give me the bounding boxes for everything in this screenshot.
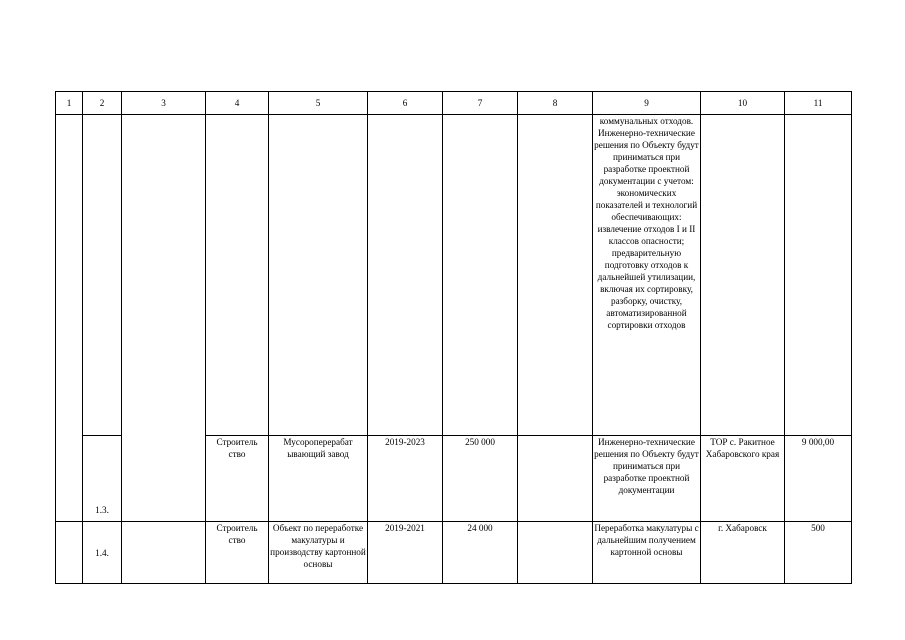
period: 2019-2021 xyxy=(368,522,443,584)
row-number: 1.4. xyxy=(83,522,122,584)
cell-col6 xyxy=(368,115,443,436)
header-cell-6: 6 xyxy=(368,92,443,115)
cell-col7 xyxy=(443,115,518,436)
table-row-1-4 xyxy=(56,522,852,584)
cell-col8 xyxy=(518,115,593,436)
cell-col8 xyxy=(518,522,593,584)
cell-col1-group xyxy=(56,115,83,522)
header-cell-8: 8 xyxy=(518,92,593,115)
header-cell-11: 11 xyxy=(785,92,852,115)
cell-col3 xyxy=(122,522,206,584)
header-cell-10: 10 xyxy=(701,92,785,115)
work-type: Строитель ство xyxy=(206,522,269,584)
object-name: Мусороперерабат ывающий завод xyxy=(269,436,368,522)
investment: 24 000 xyxy=(443,522,518,584)
header-cell-9: 9 xyxy=(593,92,701,115)
row-number: 1.3. xyxy=(83,436,122,522)
cell-col1 xyxy=(56,522,83,584)
table-row-continuation xyxy=(56,115,852,436)
header-cell-3: 3 xyxy=(122,92,206,115)
cell-col10 xyxy=(701,115,785,436)
cell-col8 xyxy=(518,436,593,522)
description: Переработка макулатуры с дальнейшим получением картонной основы xyxy=(593,522,701,584)
header-cell-2: 2 xyxy=(83,92,122,115)
header-row xyxy=(56,92,852,115)
location: ТОР с. Ракитное Хабаровского края xyxy=(701,436,785,522)
cell-col11 xyxy=(785,115,852,436)
document-table xyxy=(55,91,852,584)
value-col11: 9 000,00 xyxy=(785,436,852,522)
investment: 250 000 xyxy=(443,436,518,522)
header-cell-4: 4 xyxy=(206,92,269,115)
cell-col3-group xyxy=(122,115,206,522)
period: 2019-2023 xyxy=(368,436,443,522)
object-name: Объект по переработке макулатуры и производству картонной основы xyxy=(269,522,368,584)
header-cell-5: 5 xyxy=(269,92,368,115)
description-continued: коммунальных отходов. Инженерно-технические решения по Объекту будут приниматься при разработке проектной документации с учетом: экономических показателей и технологий обеспечивающих: извлечение отходов I и II классов опасности; предварительную подготовку отходов к дальнейшей утилизации, включая их сортировку, разборку, очистку, автоматизированной сортировки отходов xyxy=(593,115,701,436)
cell-col2 xyxy=(83,115,122,436)
header-cell-7: 7 xyxy=(443,92,518,115)
cell-col5 xyxy=(269,115,368,436)
work-type: Строитель ство xyxy=(206,436,269,522)
value-col11: 500 xyxy=(785,522,852,584)
header-cell-1: 1 xyxy=(56,92,83,115)
description: Инженерно-технические решения по Объекту будут приниматься при разработке проектной документации xyxy=(593,436,701,522)
cell-col4 xyxy=(206,115,269,436)
location: г. Хабаровск xyxy=(701,522,785,584)
